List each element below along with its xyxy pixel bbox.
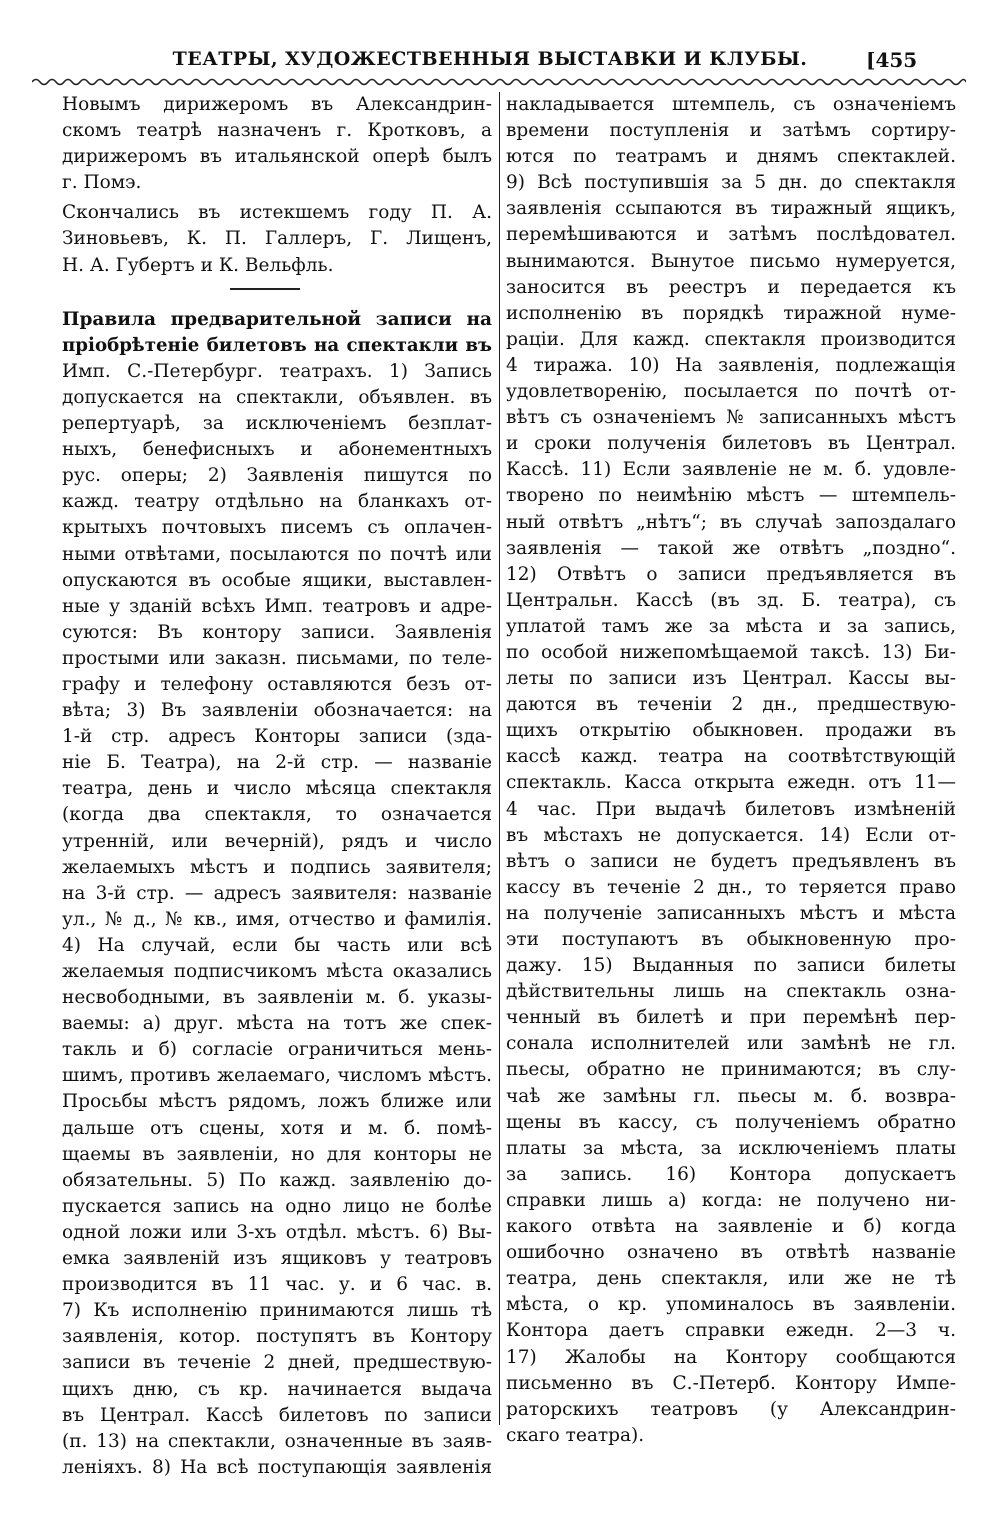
text-line: простыми или заказн. письмами, по теле- <box>62 647 492 669</box>
left-column <box>62 92 492 1481</box>
text-line: утренній, или вечерній), рядъ и число <box>62 830 492 852</box>
paragraph-deaths <box>62 200 492 278</box>
text-line: Центральн. Кассѣ (въ зд. Б. театра), съ <box>506 589 956 611</box>
text-line: пьесы, обратно не принимаются; въ слу- <box>506 1059 956 1081</box>
text-line: Просьбы мѣстъ рядомъ, ложъ ближе или <box>62 1091 492 1113</box>
text-line: справки лишь а) когда: не получено ни- <box>506 1189 956 1211</box>
text-line: ются по театрамъ и днямъ спектаклей. <box>506 146 956 168</box>
text-line: г. Помэ. <box>62 172 142 194</box>
text-line: чаѣ же замѣны гл. пьесы м. б. возвра- <box>506 1085 956 1107</box>
text-line: спектакль. Касса открыта ежедн. отъ 11— <box>506 772 956 794</box>
text-line: кассѣ кажд. театра на соотвѣтствующій <box>506 746 956 768</box>
text-line: ваемы: а) друг. мѣста на тотъ же спек- <box>62 1013 492 1035</box>
text-line: рус. оперы; 2) Заявленія пишутся по <box>62 465 492 487</box>
text-line: ныхъ, бенефисныхъ и абонементныхъ <box>62 439 492 461</box>
text-line: обязательны. 5) По кажд. заявленію до- <box>62 1169 492 1191</box>
text-line: репертуарѣ, за исключеніемъ безплат- <box>62 413 492 435</box>
text-line: несвободными, въ заявленіи м. б. указы- <box>62 987 492 1009</box>
text-line: (п. 13) на спектакли, означенные въ заяв- <box>62 1430 492 1452</box>
text-line: въ Централ. Кассѣ билетовъ по записи <box>62 1404 492 1426</box>
text-line: 9) Всѣ поступившія за 5 дн. до спектакля <box>506 172 956 194</box>
paragraph-conductors <box>62 92 492 196</box>
text-line: театра, день и число мѣсяца спектакля <box>62 778 492 800</box>
text-line: ошибочно означено въ отвѣтѣ названіе <box>506 1242 956 1264</box>
text-line: 1-й стр. адресъ Конторы записи (зда- <box>62 726 492 748</box>
text-line: какого отвѣта на заявленіе и б) когда <box>506 1216 956 1238</box>
section-separator-rule <box>230 288 300 290</box>
text-line: заявленія ссыпаются въ тиражный ящикъ, <box>506 198 956 220</box>
text-line: леніяхъ. 8) На всѣ поступающія заявленія <box>62 1456 492 1478</box>
text-line: скомъ театрѣ назначенъ г. Кротковъ, а <box>62 120 492 142</box>
text-line: Скончались въ истекшемъ году П. А. <box>62 202 492 224</box>
text-line: ніе Б. Театра), на 2-й стр. — названіе <box>62 752 492 774</box>
text-line: времени поступленія и затѣмъ сортиру- <box>506 120 956 142</box>
text-line: по особой нижепомѣщаемой таксѣ. 13) Би- <box>506 641 956 663</box>
text-line: 17) Жалобы на Контору сообщаются <box>506 1346 956 1368</box>
text-line: мѣста, о кр. упоминалось въ заявленіи. <box>506 1294 956 1316</box>
text-line: 4 час. При выдачѣ билетовъ измѣненій <box>506 798 956 820</box>
text-line: одной ложи или 3-хъ отдѣл. мѣстъ. 6) Вы- <box>62 1221 492 1243</box>
text-line: леты по записи изъ Централ. Кассы вы- <box>506 668 956 690</box>
text-line: сонала исполнителей или замѣнѣ не гл. <box>506 1033 956 1055</box>
text-line: желаемыхъ мѣстъ и подпись заявителя; <box>62 856 492 878</box>
text-line: шимъ, противъ желаемаго, числомъ мѣстъ. <box>62 1065 492 1087</box>
text-line: заявленія, котор. поступятъ въ Контору <box>62 1326 492 1348</box>
text-line: пускается запись на одно лицо не болѣе <box>62 1195 492 1217</box>
rules-heading-line: Правила предварительной записи на <box>62 308 492 330</box>
text-line: дажу. 15) Выданныя по записи билеты <box>506 955 956 977</box>
text-line: Новымъ дирижеромъ въ Александрин- <box>62 94 492 115</box>
text-line: такль и б) согласіе ограничиться мень- <box>62 1039 492 1061</box>
text-line: заносится въ реестръ и передается къ <box>506 276 956 298</box>
text-line: 4 тиража. 10) На заявленія, подлежащія <box>506 354 956 376</box>
column-divider <box>499 92 500 1425</box>
text-line: крытыхъ почтовыхъ писемъ съ оплачен- <box>62 517 492 539</box>
text-line: щены въ кассу, съ полученіемъ обратно <box>506 1111 956 1133</box>
text-line: кажд. театру отдѣльно на бланкахъ от- <box>62 491 492 513</box>
text-line: удовлетворенію, посылается по почтѣ от- <box>506 381 956 403</box>
text-line: исполненію въ порядкѣ тиражной нуме- <box>506 302 956 324</box>
text-line: опускаются въ особые ящики, выставлен- <box>62 569 492 591</box>
text-line: вѣтъ о записи не будетъ предъявленъ въ <box>506 850 956 872</box>
text-line: производится въ 11 час. у. и 6 час. в. <box>62 1274 492 1296</box>
text-line: перемѣшиваются и затѣмъ послѣдовател. <box>506 224 956 246</box>
text-line: за запись. 16) Контора допускаетъ <box>506 1163 956 1185</box>
text-line: записи въ теченіе 2 дней, предшествую- <box>62 1352 492 1374</box>
text-line: желаемыя подписчикомъ мѣста оказались <box>62 961 492 982</box>
text-line: Имп. С.-Петербург. театрахъ. 1) Запись <box>62 360 492 382</box>
text-line: ченный въ билетѣ и при перемѣнѣ пер- <box>506 1007 956 1029</box>
text-line: заявленія — такой же отвѣтъ „поздно“. <box>506 537 956 559</box>
text-line: ул., № д., № кв., имя, отчество и фамилія. <box>62 908 492 930</box>
text-line: Зиновьевъ, К. П. Галлеръ, Г. Лищенъ, <box>62 228 492 250</box>
running-header-title: ТЕАТРЫ, ХУДОЖЕСТВЕННЫЯ ВЫСТАВКИ И КЛУБЫ. <box>172 48 808 70</box>
text-line: театра, день спектакля, или же не тѣ <box>506 1268 956 1290</box>
text-line: допускается на спектакли, объявлен. въ <box>62 386 492 408</box>
rules-heading-line: пріобрѣтеніе билетовъ на спектакли въ <box>62 334 492 356</box>
text-line: суются: Въ контору записи. Заявленія <box>62 621 492 643</box>
text-line: щихъ дню, съ кр. начинается выдача <box>62 1378 492 1400</box>
text-line: платы за мѣста, за исключеніемъ платы <box>506 1137 956 1159</box>
text-line: письменно въ С.-Петерб. Контору Импе- <box>506 1372 956 1394</box>
header-wavy-rule <box>32 76 966 88</box>
text-line: ными отвѣтами, посылаются по почтѣ или <box>62 543 492 565</box>
text-line: вѣтъ съ означеніемъ № записанныхъ мѣстъ <box>506 407 956 429</box>
page-number: [455 <box>866 48 918 72</box>
text-line: Контора даетъ справки ежедн. 2—3 ч. <box>506 1320 956 1342</box>
text-line: на полученіе записанныхъ мѣстъ и мѣста <box>506 902 956 924</box>
text-line: вынимаются. Вынутое письмо нумеруется, <box>506 250 956 272</box>
text-line: даются въ теченіи 2 дн., предшествую- <box>506 694 956 716</box>
text-line: дальше отъ сцены, хотя и м. б. помѣ- <box>62 1117 492 1139</box>
text-line: дирижеромъ въ итальянской оперѣ былъ <box>62 146 492 168</box>
text-line: на 3-й стр. — адресъ заявителя: названіе <box>62 882 492 904</box>
text-line: Кассѣ. 11) Если заявленіе не м. б. удовле- <box>506 459 956 481</box>
text-line: емка заявленій изъ ящиковъ у театровъ <box>62 1248 492 1270</box>
text-line: вѣта; 3) Въ заявленіи обозначается: на <box>62 700 492 722</box>
text-line: скаго театра). <box>506 1424 645 1446</box>
text-line: творено по неимѣнію мѣстъ — штемпель- <box>506 485 956 507</box>
right-column <box>506 92 956 1449</box>
text-line: щихъ открытію обыкновен. продажи въ <box>506 720 956 742</box>
text-line: щаемы въ заявленіи, но для конторы не <box>62 1143 492 1165</box>
text-line: дѣйствительны лишь на спектакль озна- <box>506 981 956 1003</box>
text-line: 12) Отвѣтъ о записи предъявляется въ <box>506 563 956 585</box>
text-line: раціи. Для кажд. спектакля производится <box>506 328 956 350</box>
text-line: ный отвѣтъ „нѣтъ“; въ случаѣ запоздалаго <box>506 511 956 533</box>
text-line: ные у зданій всѣхъ Имп. театровъ и адре- <box>62 595 492 617</box>
paragraph-ticket-rules <box>62 307 492 1481</box>
text-line: эти поступаютъ въ обыкновенную про- <box>506 929 956 950</box>
text-line: Н. А. Губертъ и К. Вельфль. <box>62 254 334 276</box>
text-line: раторскихъ театровъ (у Александрин- <box>506 1398 956 1420</box>
text-line: и сроки полученія билетовъ въ Централ. <box>506 433 956 455</box>
text-line: кассу въ теченіе 2 дн., то теряется право <box>506 876 956 898</box>
text-line: накладывается штемпель, съ означеніемъ <box>506 94 956 115</box>
text-line: 4) На случай, если бы часть или всѣ <box>62 934 492 956</box>
text-line: (когда два спектакля, то означается <box>62 804 492 826</box>
text-line: уплатой тамъ же за мѣста и за запись, <box>506 615 956 637</box>
text-line: въ мѣстахъ не допускается. 14) Если от- <box>506 824 956 846</box>
text-line: 7) Къ исполненію принимаются лишь тѣ <box>62 1300 492 1322</box>
text-line: графу и телефону оставляются безъ от- <box>62 673 492 695</box>
